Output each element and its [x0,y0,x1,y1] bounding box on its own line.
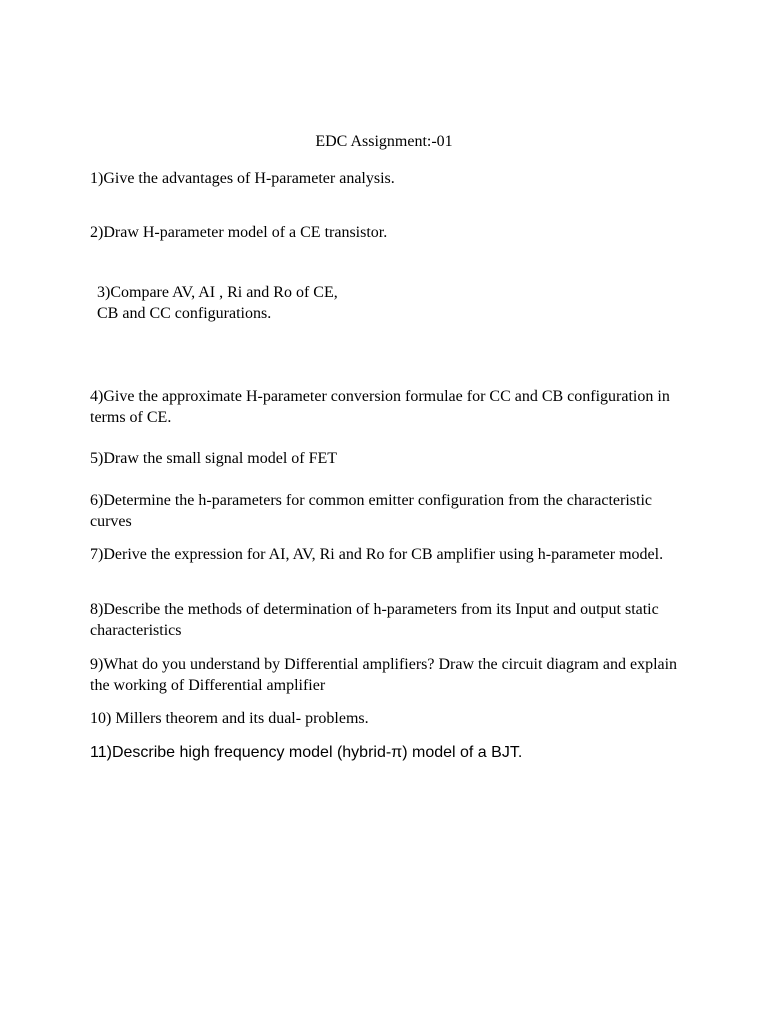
question-11: 11)Describe high frequency model (hybrid-π) model of a BJT. [90,744,523,761]
question-6: 6)Determine the h-parameters for common emitter configuration from the characteristic curves [90,492,652,530]
question-4: 4)Give the approximate H-parameter conversion formulae for CC and CB configuration in terms of CE. [90,388,670,426]
question-5: 5)Draw the small signal model of FET [90,450,338,467]
question-7: 7)Derive the expression for AI, AV, Ri and Ro for CB amplifier using h-parameter model. [90,546,664,563]
document-title: EDC Assignment:-01 [315,133,453,150]
question-8: 8)Describe the methods of determination of h-parameters from its Input and output static characteristics [90,601,659,639]
question-1: 1)Give the advantages of H-parameter analysis. [90,170,395,187]
question-3: 3)Compare AV, AI , Ri and Ro of CE, CB and CC configurations. [97,284,338,322]
question-2: 2)Draw H-parameter model of a CE transistor. [90,224,388,241]
question-9: 9)What do you understand by Differential amplifiers? Draw the circuit diagram and explain the working of Differential amplifier [90,656,678,694]
question-10: 10) Millers theorem and its dual- problems. [90,710,369,727]
